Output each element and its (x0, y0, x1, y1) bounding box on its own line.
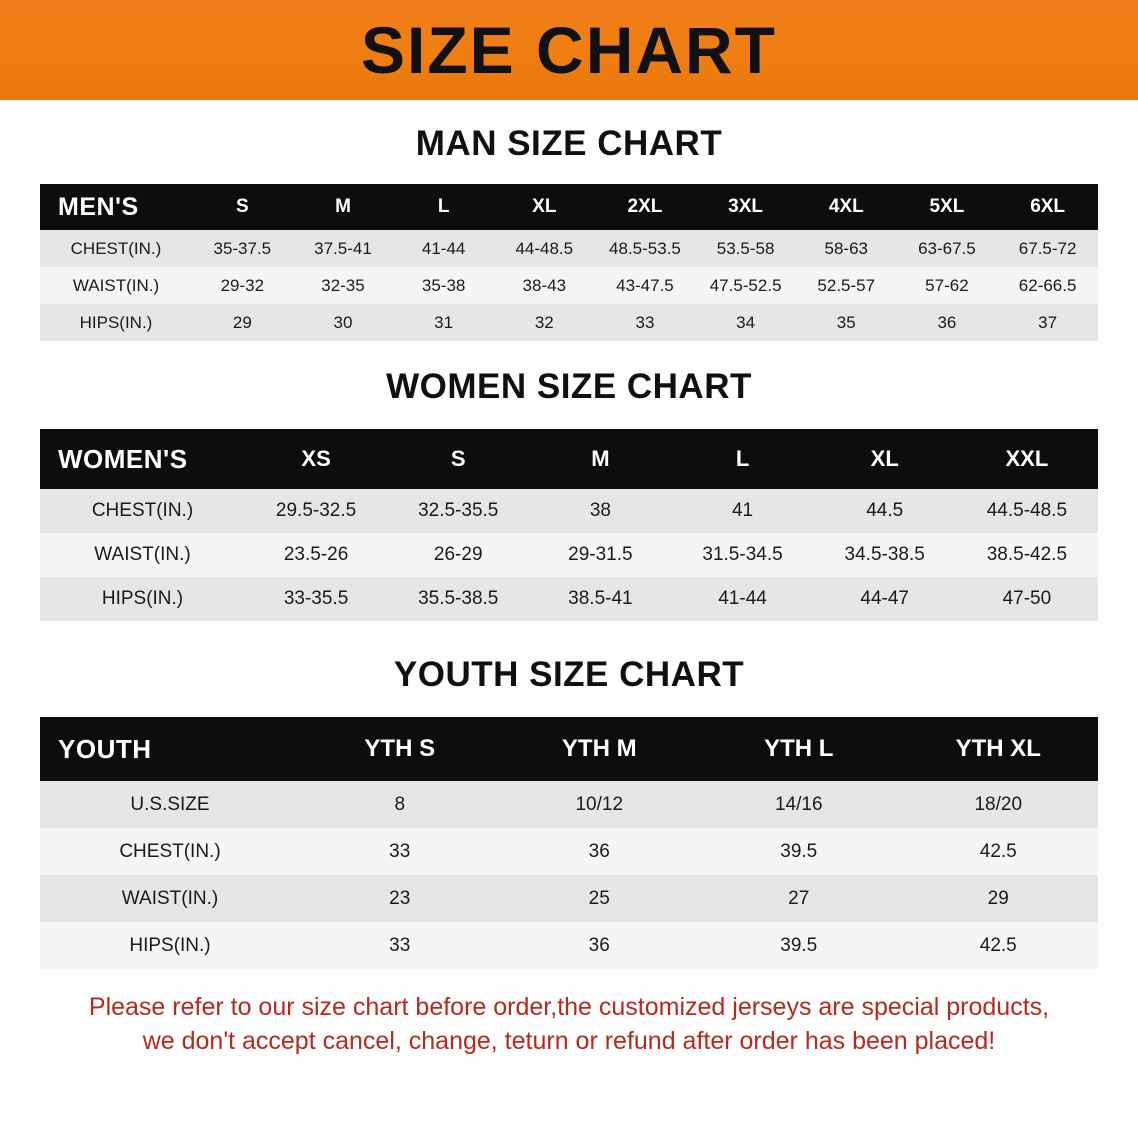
row-label: CHEST(IN.) (119, 840, 221, 862)
row-label: WAIST(IN.) (72, 275, 160, 295)
table-cell: 39.5 (780, 934, 818, 956)
table-row (40, 922, 1098, 969)
table-row (40, 230, 1098, 267)
table-cell: 25 (588, 887, 610, 909)
table-cell: 29 (987, 887, 1009, 909)
man-section-heading: MAN SIZE CHART (415, 124, 723, 163)
table-cell: 42.5 (979, 934, 1017, 956)
table-cell: 44-47 (860, 588, 909, 609)
women-header-cell: S (450, 446, 466, 471)
women-table-header (40, 429, 1098, 489)
row-label: HIPS(IN.) (129, 934, 211, 956)
youth-table-body (40, 781, 1098, 969)
table-header-row (40, 717, 1098, 781)
table-cell: 33 (389, 934, 411, 956)
table-header-row (40, 429, 1098, 489)
table-cell: 29.5-32.5 (275, 500, 357, 521)
table-cell: 29 (232, 312, 252, 332)
table-cell: 32 (534, 312, 554, 332)
banner (0, 0, 1138, 100)
table-cell: 36 (588, 934, 610, 956)
table-cell: 53.5-58 (716, 238, 775, 258)
table-cell: 43-47.5 (616, 275, 674, 295)
women-size-table (40, 429, 1098, 621)
women-header-label: WOMEN'S (58, 443, 188, 474)
table-cell: 14/16 (774, 793, 823, 815)
table-row (40, 304, 1098, 341)
row-label: HIPS(IN.) (79, 312, 153, 332)
table-cell: 35.5-38.5 (418, 588, 499, 609)
table-cell: 38.5-42.5 (986, 544, 1068, 565)
table-cell: 44.5 (866, 500, 904, 521)
women-table-body (40, 489, 1098, 621)
table-cell: 63-67.5 (918, 238, 976, 258)
women-header-cell: XL (870, 446, 899, 471)
man-table-wrapper (0, 184, 1138, 341)
table-cell: 26-29 (433, 544, 483, 565)
table-cell: 34.5-38.5 (844, 544, 925, 565)
row-label: U.S.SIZE (130, 793, 210, 815)
table-cell: 37 (1038, 312, 1058, 332)
table-cell: 47-50 (1002, 588, 1052, 609)
man-header-cell: 4XL (828, 196, 864, 217)
disclaimer-note (0, 969, 1138, 1059)
man-header-cell: 3XL (728, 196, 764, 217)
man-header-cell: L (437, 196, 450, 217)
table-cell: 62-66.5 (1018, 275, 1077, 295)
women-header-cell: XXL (1005, 446, 1049, 471)
table-cell: 39.5 (780, 840, 818, 862)
table-cell: 36 (588, 840, 610, 862)
man-header-cell: 6XL (1030, 196, 1066, 217)
table-cell: 38.5-41 (568, 588, 633, 609)
table-cell: 58-63 (824, 238, 868, 258)
women-header-cell: M (591, 446, 610, 471)
table-cell: 57-62 (925, 275, 969, 295)
table-cell: 37.5-41 (314, 238, 372, 258)
man-table-header (40, 184, 1098, 230)
row-label: HIPS(IN.) (101, 588, 184, 609)
table-cell: 41-44 (718, 588, 767, 609)
table-cell: 18/20 (974, 793, 1023, 815)
table-cell: 36 (937, 312, 957, 332)
table-cell: 48.5-53.5 (609, 238, 681, 258)
man-size-table (40, 184, 1098, 341)
table-cell: 30 (333, 312, 353, 332)
table-cell: 35 (836, 312, 856, 332)
page-title: SIZE CHART (361, 13, 777, 87)
table-cell: 47.5-52.5 (709, 275, 782, 295)
table-cell: 33 (635, 312, 655, 332)
youth-header-cell: YTH M (561, 735, 637, 762)
table-cell: 27 (788, 887, 810, 909)
table-row (40, 489, 1098, 533)
table-cell: 38-43 (522, 275, 567, 295)
man-header-cell: S (235, 196, 249, 217)
youth-header-label: YOUTH (58, 733, 152, 764)
youth-section-heading: YOUTH SIZE CHART (393, 655, 745, 694)
man-table-body (40, 230, 1098, 341)
man-header-cell: M (335, 196, 351, 217)
table-cell: 34 (736, 312, 756, 332)
youth-table-wrapper (0, 717, 1138, 969)
youth-header-cell: YTH L (764, 735, 834, 762)
man-header-cell: 5XL (929, 196, 965, 217)
youth-size-table (40, 717, 1098, 969)
table-cell: 31.5-34.5 (702, 544, 783, 565)
table-cell: 52.5-57 (817, 275, 876, 295)
table-cell: 32.5-35.5 (418, 500, 499, 521)
disclaimer-line-2: we don't accept cancel, change, teturn or refund after order has been placed! (142, 1026, 996, 1055)
women-header-cell: L (735, 446, 750, 471)
row-label: WAIST(IN.) (94, 544, 191, 565)
table-row (40, 267, 1098, 304)
women-header-cell: XS (301, 446, 331, 471)
table-cell: 23 (389, 887, 411, 909)
table-cell: 32-35 (321, 275, 365, 295)
youth-table-header (40, 717, 1098, 781)
table-cell: 35-37.5 (213, 238, 272, 258)
row-label: WAIST(IN.) (121, 887, 219, 909)
table-cell: 67.5-72 (1018, 238, 1077, 258)
table-row (40, 828, 1098, 875)
table-cell: 42.5 (979, 840, 1017, 862)
man-header-label: MEN'S (58, 192, 139, 221)
table-cell: 8 (394, 793, 406, 815)
women-section-heading: WOMEN SIZE CHART (386, 367, 752, 406)
table-cell: 31 (434, 312, 454, 332)
women-table-wrapper (0, 429, 1138, 621)
row-label: CHEST(IN.) (70, 238, 162, 258)
youth-header-cell: YTH S (364, 735, 436, 762)
table-row (40, 875, 1098, 922)
table-cell: 41-44 (421, 238, 466, 258)
table-row (40, 577, 1098, 621)
man-header-cell: 2XL (627, 196, 663, 217)
table-cell: 33-35.5 (283, 588, 349, 609)
table-cell: 23.5-26 (283, 544, 349, 565)
youth-header-cell: YTH XL (955, 735, 1041, 762)
table-cell: 29-32 (220, 275, 265, 295)
disclaimer-line-1: Please refer to our size chart before order,the customized jerseys are special products, (88, 993, 1050, 1021)
table-row (40, 781, 1098, 828)
table-cell: 38 (589, 500, 611, 521)
table-cell: 35-38 (421, 275, 466, 295)
table-cell: 33 (389, 840, 411, 862)
table-cell: 10/12 (575, 793, 624, 815)
table-cell: 44-48.5 (515, 238, 574, 258)
row-label: CHEST(IN.) (91, 500, 194, 521)
table-header-row (40, 184, 1098, 230)
table-cell: 29-31.5 (568, 544, 633, 565)
man-header-cell: XL (532, 196, 557, 217)
table-row (40, 533, 1098, 577)
table-cell: 44.5-48.5 (986, 500, 1068, 521)
table-cell: 41 (731, 500, 754, 521)
